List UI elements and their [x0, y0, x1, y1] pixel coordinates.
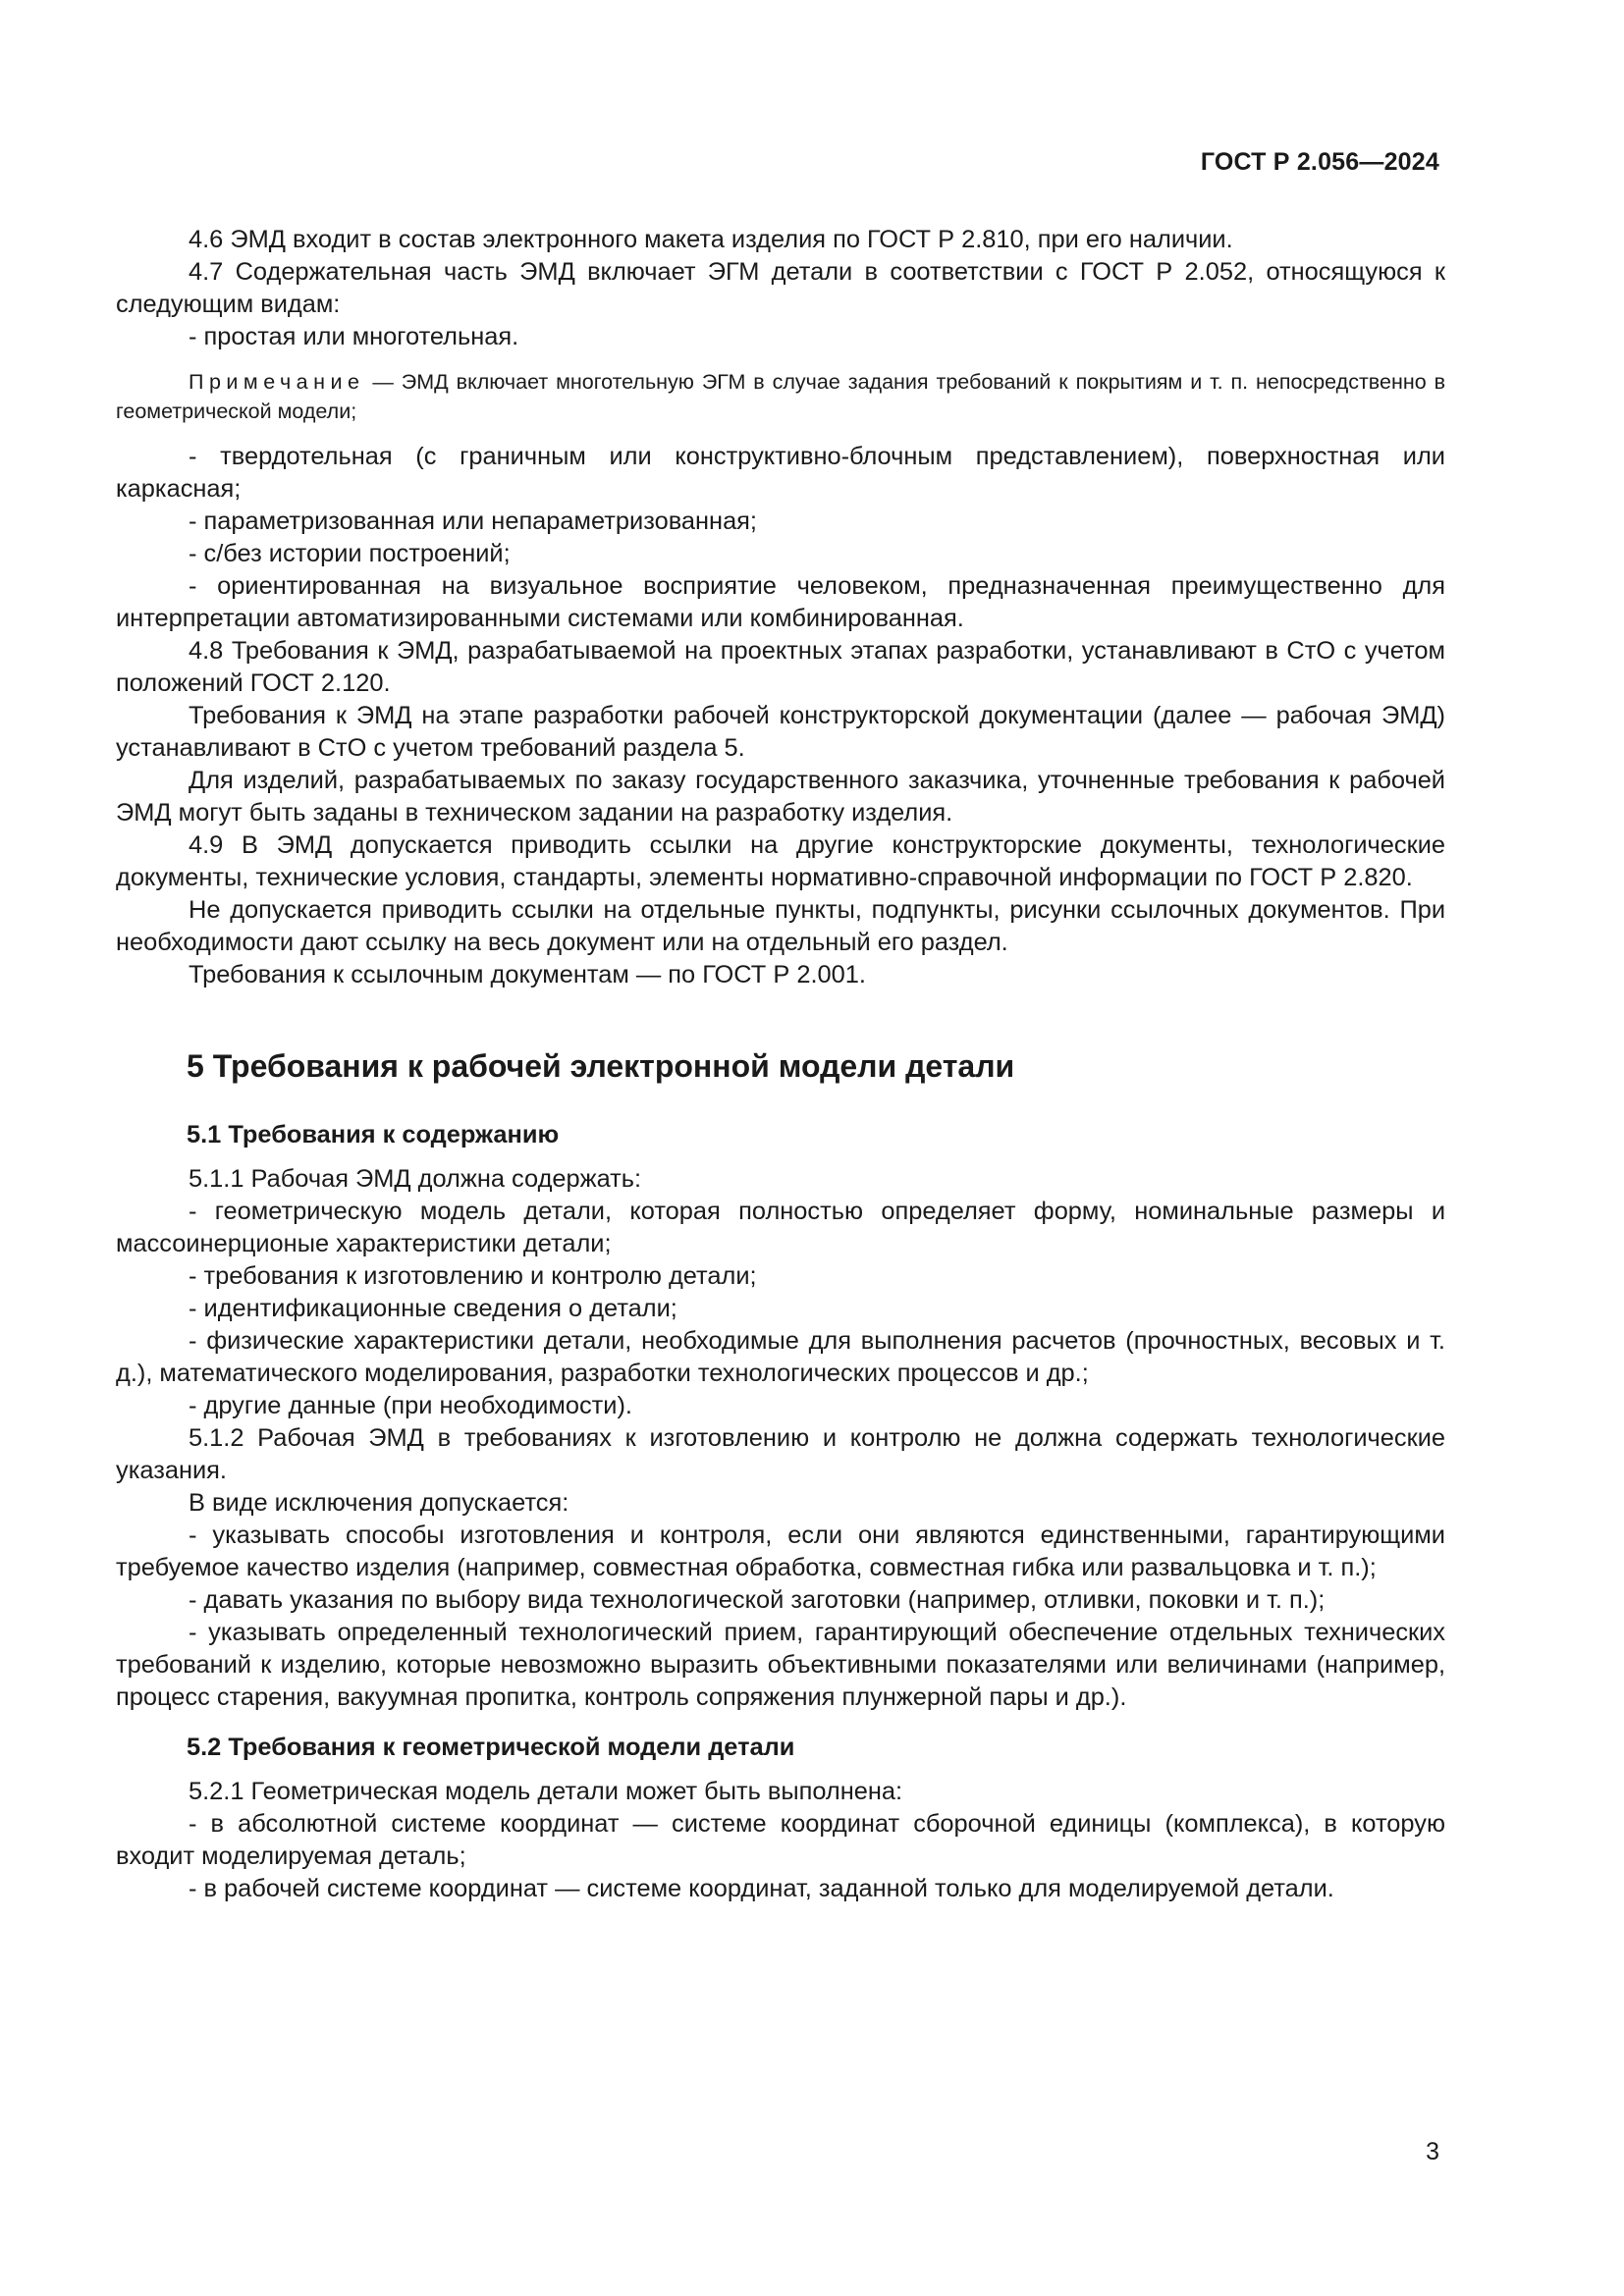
subsection-5-2-heading: 5.2 Требования к геометрической модели детали [187, 1734, 795, 1761]
list-item: - указывать определенный технологический прием, гарантирующий обеспечение отдельных технических требований к изделию, которые невозможно выразить объективными показателями или величинами (например, процесс старения, вакуумная пропитка, контроль сопряжения плунжерной пары и др.). [116, 1619, 1445, 1711]
clause-4-6: 4.6 ЭМД входит в состав электронного макета изделия по ГОСТ Р 2.810, при его наличии. [189, 226, 1233, 253]
clause-5-2-1: 5.2.1 Геометрическая модель детали может быть выполнена: [189, 1778, 903, 1805]
paragraph: В виде исключения допускается: [189, 1489, 569, 1517]
clause-5-1-1: 5.1.1 Рабочая ЭМД должна содержать: [189, 1165, 642, 1193]
list-item: - с/без истории построений; [189, 540, 511, 567]
note-label: Примечание [189, 370, 365, 394]
list-item: - указывать способы изготовления и контроля, если они являются единственными, гарантирующими требуемое качество изделия (например, совместная обработка, совместная гибка или развальцовка и т. п.); [116, 1522, 1445, 1581]
list-item: - геометрическую модель детали, которая полностью определяет форму, номинальные размеры и массоинерционые характеристики детали; [116, 1198, 1445, 1257]
clause-4-7: 4.7 Содержательная часть ЭМД включает ЭГМ детали в соответствии с ГОСТ Р 2.052, относящуюся к следующим видам: [116, 258, 1445, 318]
paragraph: Требования к ЭМД на этапе разработки рабочей конструкторской документации (далее — рабочая ЭМД) устанавливают в СтО с учетом требований раздела 5. [116, 702, 1445, 762]
paragraph: Не допускается приводить ссылки на отдельные пункты, подпункты, рисунки ссылочных документов. При необходимости дают ссылку на весь документ или на отдельный его раздел. [116, 896, 1445, 956]
clause-4-8: 4.8 Требования к ЭМД, разрабатываемой на проектных этапах разработки, устанавливают в СтО с учетом положений ГОСТ 2.120. [116, 637, 1445, 697]
list-item: - другие данные (при необходимости). [189, 1392, 632, 1419]
list-item: - физические характеристики детали, необходимые для выполнения расчетов (прочностных, весовых и т. д.), математического моделирования, разработки технологических процессов и др.; [116, 1327, 1445, 1387]
paragraph: Требования к ссылочным документам — по ГОСТ Р 2.001. [189, 961, 866, 988]
list-item: - давать указания по выбору вида технологической заготовки (например, отливки, поковки и т. п.); [189, 1586, 1326, 1614]
list-item: - простая или многотельная. [189, 323, 519, 350]
document-code-header: ГОСТ Р 2.056—2024 [1200, 148, 1439, 176]
list-item: - идентификационные сведения о детали; [189, 1295, 677, 1322]
list-item: - в абсолютной системе координат — системе координат сборочной единицы (комплекса), в которую входит моделируемая деталь; [116, 1810, 1445, 1870]
list-item: - ориентированная на визуальное восприятие человеком, предназначенная преимущественно для интерпретации автоматизированными системами или комбинированная. [116, 572, 1445, 632]
section-5-heading: 5 Требования к рабочей электронной модели детали [187, 1048, 1015, 1084]
list-item: - в рабочей системе координат — системе координат, заданной только для моделируемой детали. [189, 1875, 1334, 1902]
list-item: - твердотельная (с граничным или конструктивно-блочным представлением), поверхностная или каркасная; [116, 443, 1445, 503]
subsection-5-1-heading: 5.1 Требования к содержанию [187, 1121, 560, 1148]
list-item: - требования к изготовлению и контролю детали; [189, 1262, 757, 1290]
page-number: 3 [1426, 2138, 1439, 2165]
list-item: - параметризованная или непараметризованная; [189, 507, 757, 535]
clause-5-1-2: 5.1.2 Рабочая ЭМД в требованиях к изготовлению и контролю не должна содержать технологические указания. [116, 1424, 1445, 1484]
page-body [116, 224, 1445, 1905]
clause-4-9: 4.9 В ЭМД допускается приводить ссылки на другие конструкторские документы, технологические документы, технические условия, стандарты, элементы нормативно-справочной информации по ГОСТ Р 2.820. [116, 831, 1445, 891]
note-text: — ЭМД включает многотельную ЭГМ в случае задания требований к покрытиям и т. п. непосредственно в геометрической модели; [116, 370, 1445, 423]
paragraph: Для изделий, разрабатываемых по заказу государственного заказчика, уточненные требования к рабочей ЭМД могут быть заданы в техническом задании на разработку изделия. [116, 767, 1445, 827]
note [116, 367, 1445, 426]
